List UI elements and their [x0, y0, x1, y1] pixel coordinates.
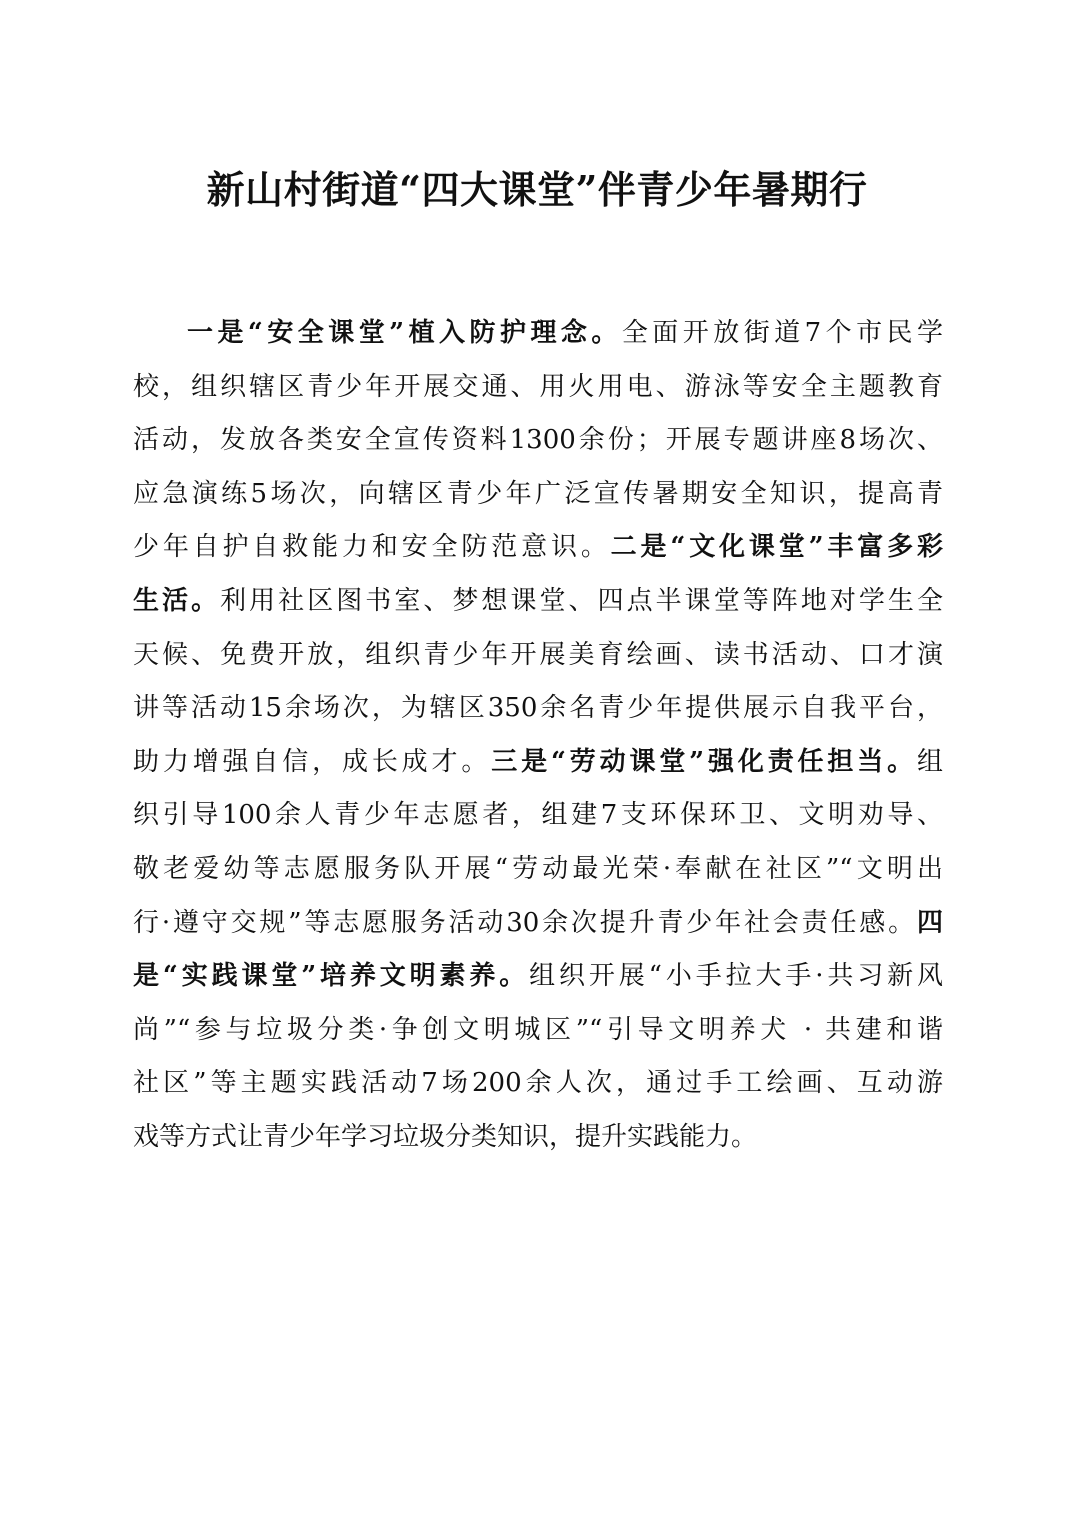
text-run: 全面开放街道7个市民学: [621, 318, 943, 348]
body-paragraph: [133, 307, 943, 1165]
section-heading-practice-start: 四: [916, 907, 943, 938]
text-line: [133, 468, 943, 522]
text-run: 组: [916, 746, 943, 777]
text-run: 天候、免费开放，组织青少年开展美育绘画、读书活动、口才演: [133, 639, 943, 670]
text-run: 校，组织辖区青少年开展交通、用火用电、游泳等安全主题教育: [133, 371, 943, 402]
text-run: 少年自护自救能力和安全防范意识。: [133, 532, 611, 563]
text-line: [133, 629, 943, 683]
text-run: 应急演练5场次，向辖区青少年广泛宣传暑期安全知识，提高青: [133, 478, 943, 509]
section-heading-labor: 三是“劳动课堂”强化责任担当。: [491, 746, 917, 777]
text-run: 行·遵守交规”等志愿服务活动30余次提升青少年社会责任感。: [133, 907, 917, 938]
text-line: [133, 950, 943, 1004]
text-run: 织引导100余人青少年志愿者，组建7支环保环卫、文明劝导、: [133, 800, 943, 831]
text-line: [133, 843, 943, 897]
text-line: [133, 521, 943, 575]
text-run: 戏等方式让青少年学习垃圾分类知识，提升实践能力。: [133, 1121, 758, 1152]
text-run: 利用社区图书室、梦想课堂、四点半课堂等阵地对学生全: [220, 585, 943, 616]
section-heading-culture: 二是“文化课堂”丰富多彩: [610, 532, 943, 563]
text-run: 讲等活动15余场次，为辖区350余名青少年提供展示自我平台，: [133, 693, 943, 724]
text-line: [133, 1111, 943, 1165]
text-line: [133, 307, 943, 361]
text-line: [133, 897, 943, 951]
text-run: 尚”“参与垃圾分类·争创文明城区”“引导文明养犬 · 共建和谐: [133, 1014, 943, 1045]
text-run: 敬老爱幼等志愿服务队开展“劳动最光荣·奉献在社区”“文明出: [133, 853, 943, 884]
text-line: [133, 1004, 943, 1058]
text-line: [133, 361, 943, 415]
section-heading-culture-end: 生活。: [133, 585, 221, 616]
text-line: [133, 789, 943, 843]
text-line: [133, 414, 943, 468]
text-run: 社区”等主题实践活动7场200余人次，通过手工绘画、互动游: [133, 1068, 943, 1099]
text-line: [133, 736, 943, 790]
text-line: [133, 1057, 943, 1111]
text-run: 组织开展“小手拉大手·共习新风: [529, 961, 943, 992]
document-title: 新山村街道“四大课堂”伴青少年暑期行: [206, 167, 868, 212]
text-line: [133, 682, 943, 736]
text-run: 助力增强自信，成长成才。: [133, 746, 492, 777]
text-run: 活动，发放各类安全宣传资料1300余份；开展专题讲座8场次、: [133, 425, 943, 456]
section-heading-practice: 是“实践课堂”培养文明素养。: [133, 961, 530, 992]
section-heading-safety: 一是“安全课堂”植入防护理念。: [187, 318, 622, 348]
text-line: [133, 575, 943, 629]
